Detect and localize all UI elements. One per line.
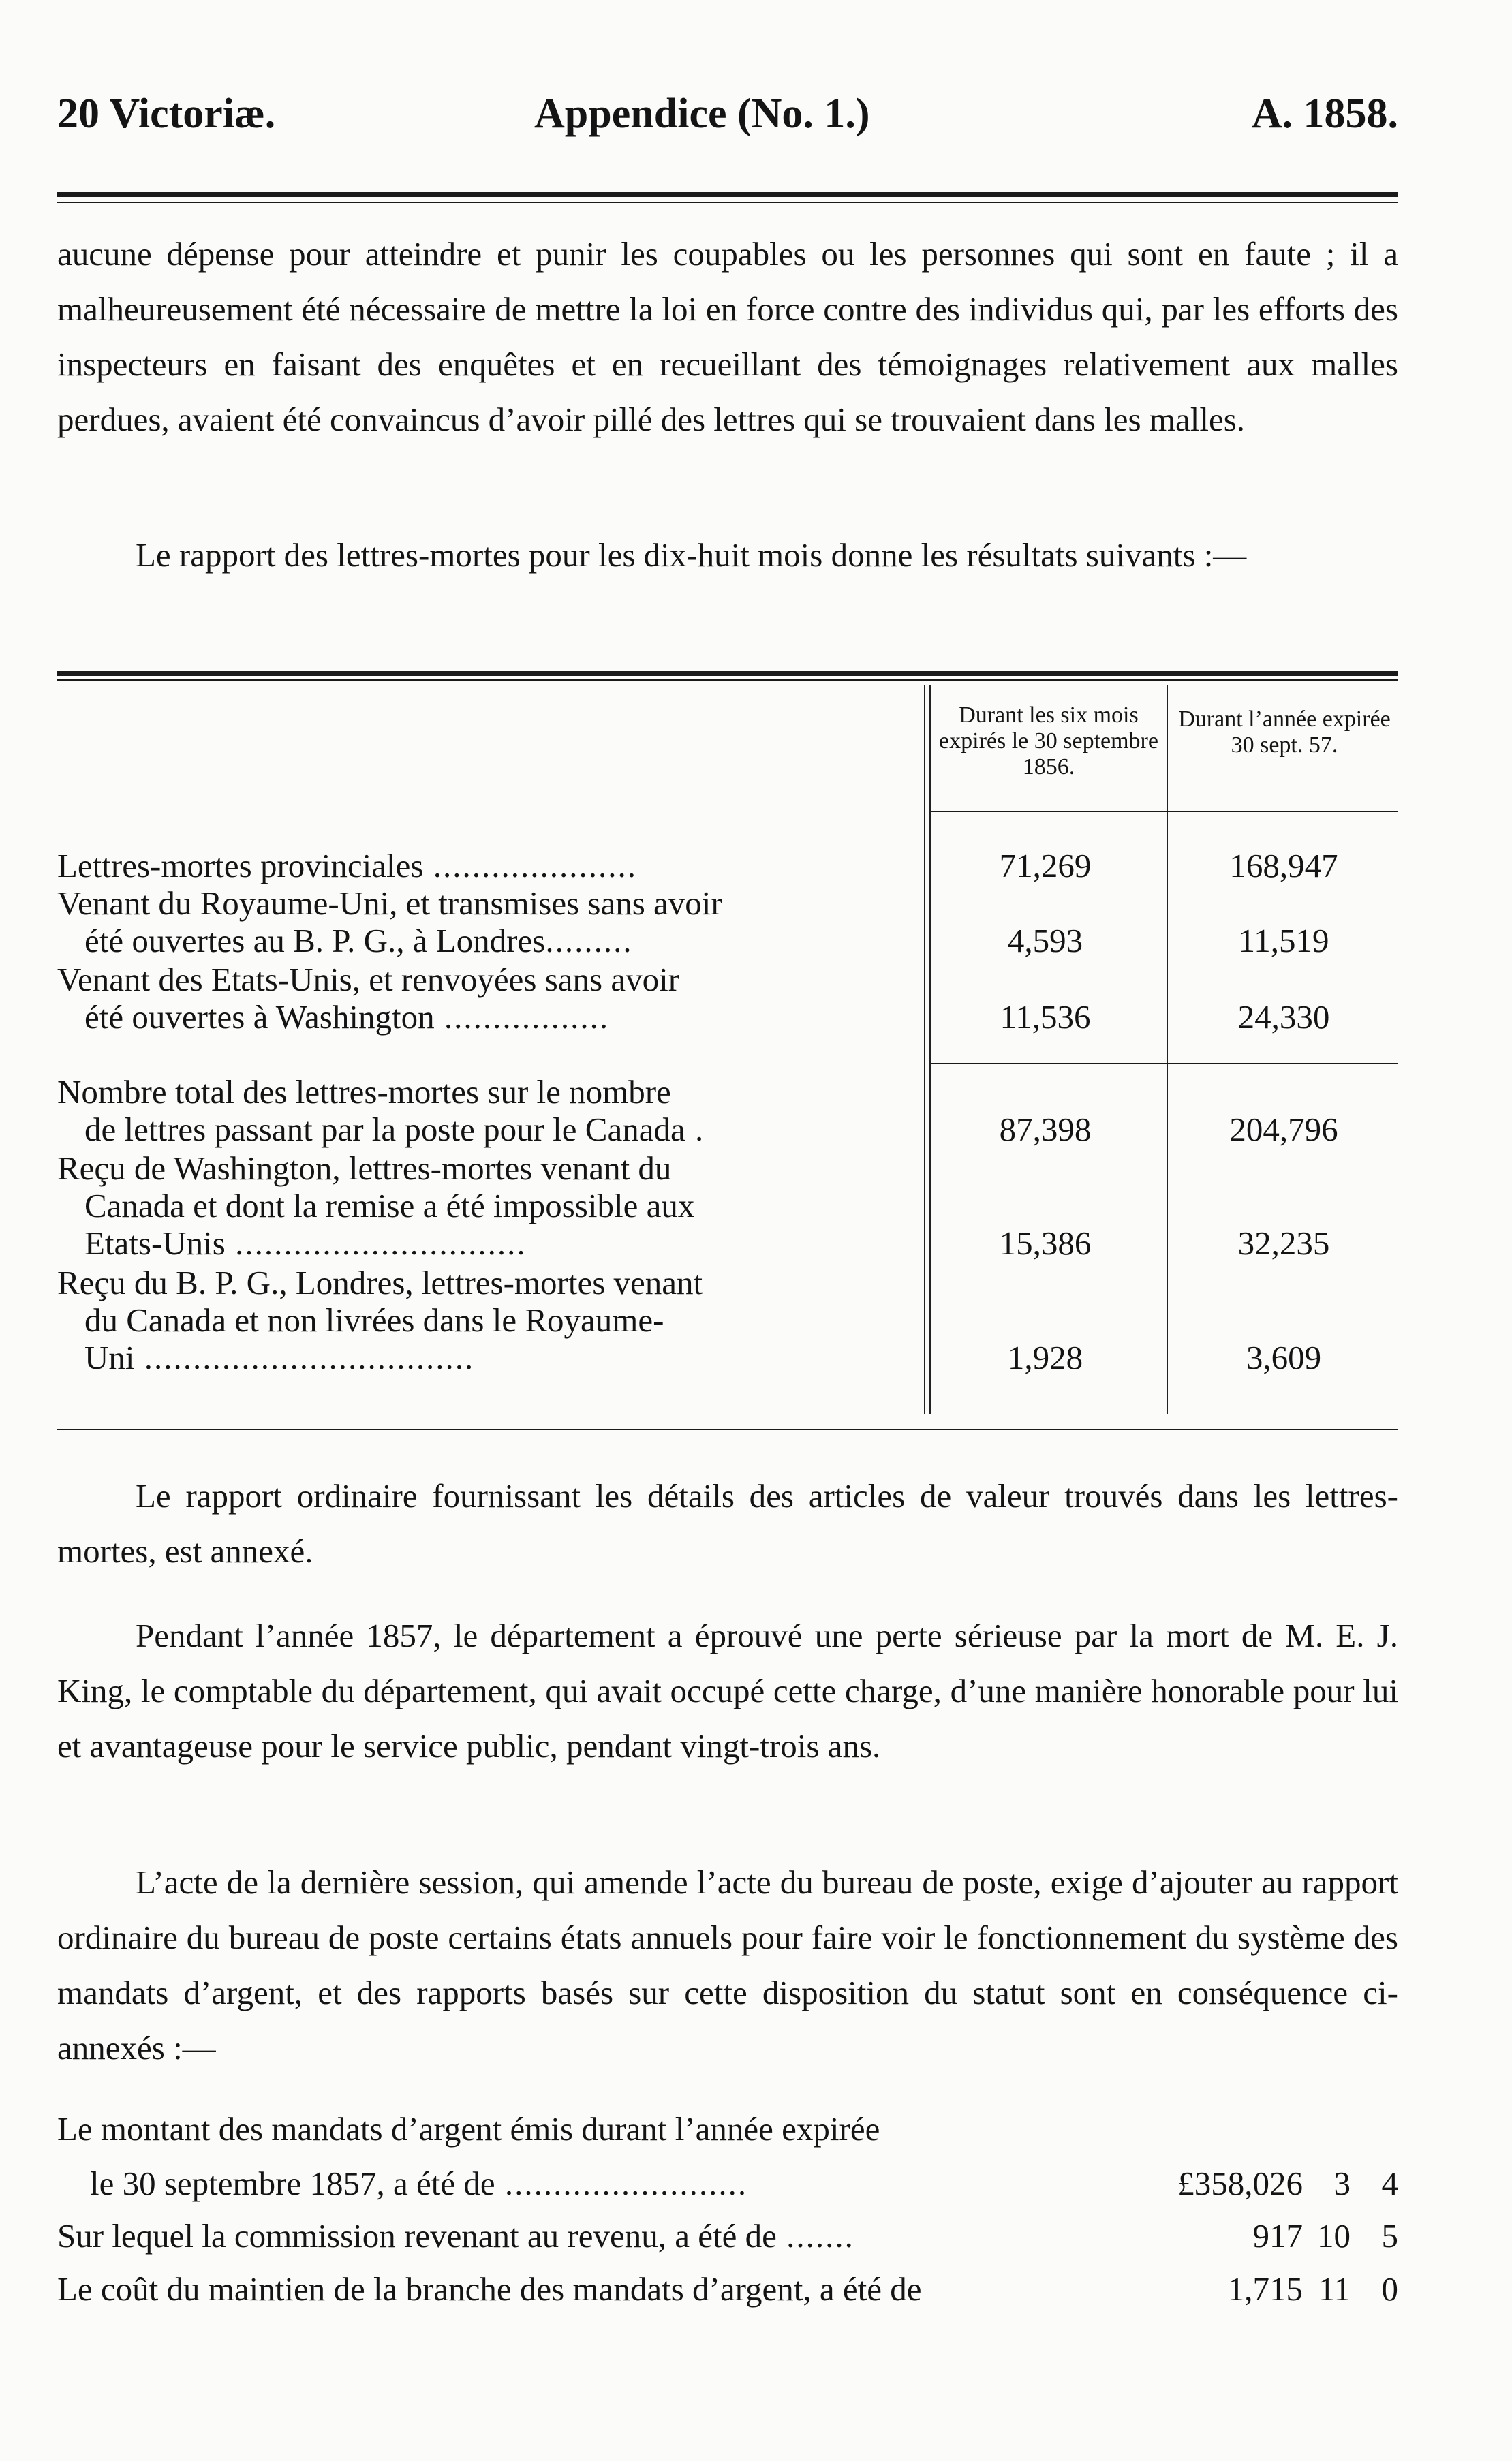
header-left: 20 Victoriæ. <box>57 91 276 137</box>
column-header-1856: Durant les six mois expirés le 30 septembre 1856. <box>939 702 1158 779</box>
header-rule-thick <box>57 192 1398 197</box>
cell-value: 71,269 <box>999 847 1092 884</box>
paragraph-4: Pendant l’année 1857, le département a éprouvé une perte sérieuse par la mort de M. E. J. King, le comptable du département, qui avait occupé cette charge, d’une manière honorable pour lui et avantageuse pour le service public, pendant vingt-trois ans. <box>57 1617 1398 1765</box>
paragraph-1: aucune dépense pour atteindre et punir les coupables ou les personnes qui sont en faute ; il a malheureusement été nécessaire de mettre la loi en force contre des individus qui, par les efforts des inspecteurs en faisant des enquêtes et en recueillant des témoignages relativement aux malles perdues, avaient été convaincus d’avoir pillé des lettres qui se trouvaient dans les malles. <box>57 235 1398 438</box>
header-center: Appendice (No. 1.) <box>534 91 870 137</box>
cell-value: 204,796 <box>1229 1111 1338 1148</box>
cell-value: 1,928 <box>1007 1339 1083 1376</box>
cell-value: 24,330 <box>1237 998 1330 1036</box>
header-right: A. 1858. <box>1251 91 1398 137</box>
table-row: Reçu du B. P. G., Londres, lettres-mortes venant du Canada et non livrées dans le Royaume- Uni .................................. <box>57 1264 703 1376</box>
dead-letters-table <box>57 671 1398 1441</box>
subtotal-rule <box>931 1063 1398 1064</box>
table-top-rule-thick <box>57 671 1398 676</box>
table-divider-middle <box>1167 685 1168 1414</box>
running-header <box>57 90 1398 144</box>
cell-value: 15,386 <box>999 1224 1092 1262</box>
commission-line: Sur lequel la commission revenant au revenu, a été de ....... 917 10 5 <box>57 2209 1398 2263</box>
maintenance-cost-line: Le coût du maintien de la branche des mandats d’argent, a été de 1,715 11 0 <box>57 2262 1398 2317</box>
table-divider-left-1 <box>924 685 925 1414</box>
paragraph-5: L’acte de la dernière session, qui amende l’acte du bureau de poste, exige d’ajouter au rapport ordinaire du bureau de poste certains états annuels pour faire voir le fonctionnement du système des mandats d’argent, et des rapports basés sur cette disposition du statut sont en conséquence ci-annexés :— <box>57 1863 1398 2067</box>
table-row: Reçu de Washington, lettres-mortes venant du Canada et dont la remise a été impossible aux Etats-Unis .............................. <box>57 1149 695 1262</box>
header-rule-thin <box>57 202 1398 203</box>
paragraph-3: Le rapport ordinaire fournissant les détails des articles de valeur trouvés dans les lettres-mortes, est annexé. <box>57 1477 1398 1570</box>
table-row: Nombre total des lettres-mortes sur le nombre de lettres passant par la poste pour le Canada . <box>57 1073 705 1148</box>
column-header-rule <box>931 811 1398 812</box>
money-order-line-1a: Le montant des mandats d’argent émis durant l’année expirée <box>57 2110 880 2148</box>
cell-value: 168,947 <box>1229 847 1338 884</box>
table-divider-left-2 <box>929 685 931 1414</box>
table-row: Lettres-mortes provinciales ..................... <box>57 847 637 884</box>
column-header-1857: Durant l’année expirée 30 sept. 57. <box>1178 707 1391 758</box>
money-order-line-1b: le 30 septembre 1857, a été de ......................... £358,026 3 4 <box>57 2156 1398 2211</box>
table-bottom-rule <box>57 1429 1398 1430</box>
amount: 917 10 5 <box>1252 2217 1398 2255</box>
cell-value: 4,593 <box>1007 922 1083 959</box>
cell-value: 11,536 <box>1000 998 1091 1036</box>
paragraph-2: Le rapport des lettres-mortes pour les dix-huit mois donne les résultats suivants :— <box>136 536 1247 574</box>
cell-value: 87,398 <box>999 1111 1092 1148</box>
cell-value: 3,609 <box>1246 1339 1322 1376</box>
amount: £358,026 3 4 <box>1177 2165 1398 2202</box>
table-row: Venant du Royaume-Uni, et transmises sans avoir été ouvertes au B. P. G., à Londres......... <box>57 884 722 959</box>
cell-value: 32,235 <box>1237 1224 1330 1262</box>
table-top-rule-thin <box>57 679 1398 681</box>
amount: 1,715 11 0 <box>1227 2270 1398 2308</box>
cell-value: 11,519 <box>1238 922 1329 959</box>
table-row: Venant des Etats-Unis, et renvoyées sans avoir été ouvertes à Washington ................. <box>57 961 680 1036</box>
